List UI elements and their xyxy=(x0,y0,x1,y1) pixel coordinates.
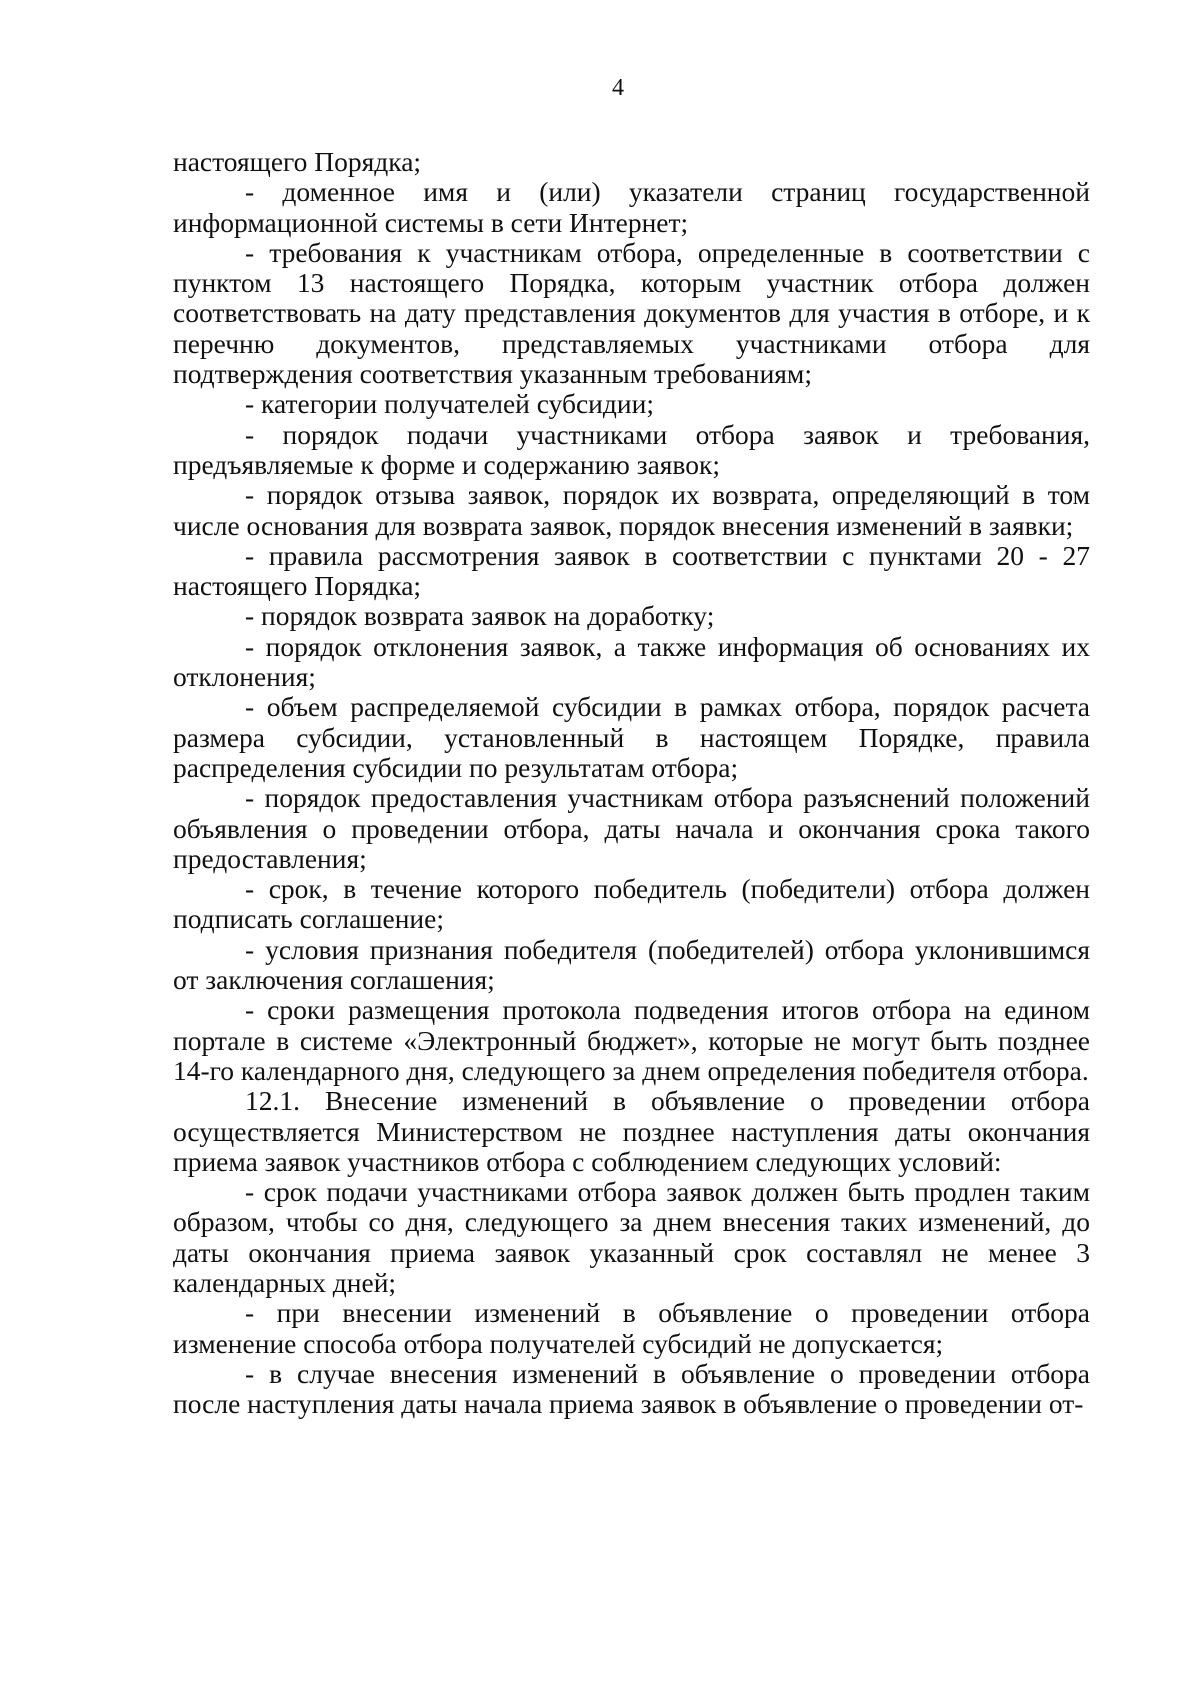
paragraph: - правила рассмотрения заявок в соответствии с пунктами 20 - 27 настоящего Порядка; xyxy=(173,539,1090,602)
paragraph: - срок подачи участниками отбора заявок должен быть продлен таким образом, чтобы со дня, следующего за днем внесения таких изменений, до даты окончания приема заявок указанный срок составлял не менее 3 календарных дней; xyxy=(173,1176,1090,1298)
paragraph: - порядок подачи участниками отбора заявок и требования, предъявляемые к форме и содержанию заявок; xyxy=(173,418,1090,480)
paragraph: - сроки размещения протокола подведения итогов отбора на едином портале в системе «Электронный бюджет», которые не могут быть позднее 14-го календарного дня, следующего за днем определения победителя отбора. xyxy=(173,994,1090,1086)
paragraph: - категории получателей субсидии; xyxy=(245,388,654,420)
paragraph: 12.1. Внесение изменений в объявление о проведении отбора осуществляется Министерством не позднее наступления даты окончания приема заявок участников отбора с соблюдением следующих условий: xyxy=(173,1085,1090,1177)
paragraph: настоящего Порядка; xyxy=(173,146,422,177)
paragraph: - требования к участникам отбора, определенные в соответствии с пунктом 13 настоящего Порядка, которым участник отбора должен соответствовать на дату представления документов для участия в отборе, и к перечню документов, представляемых участниками отбора для подтверждения соответствия указанным требованиям; xyxy=(173,236,1090,390)
paragraph: - порядок отзыва заявок, порядок их возврата, определяющий в том числе основания для возврата заявок, порядок внесения изменений в заявки; xyxy=(173,479,1090,541)
page-number: 4 xyxy=(612,75,624,101)
paragraph: - порядок возврата заявок на доработку; xyxy=(245,600,715,632)
paragraph: - срок, в течение которого победитель (победители) отбора должен подписать соглашение; xyxy=(173,873,1090,935)
paragraph: - объем распределяемой субсидии в рамках отбора, порядок расчета размера субсидии, установленный в настоящем Порядке, правила распределения субсидии по результатам отбора; xyxy=(173,691,1090,783)
paragraph: - порядок отклонения заявок, а также информация об основаниях их отклонения; xyxy=(173,630,1090,693)
paragraph: - доменное имя и (или) указатели страниц государственной информационной системы в сети Интернет; xyxy=(173,176,1090,238)
paragraph: - в случае внесения изменений в объявление о проведении отбора после наступления даты начала приема заявок в объявление о проведении от- xyxy=(173,1357,1090,1420)
paragraph: - условия признания победителя (победителей) отбора уклонившимся от заключения соглашения; xyxy=(173,933,1090,996)
paragraph: - при внесении изменений в объявление о проведении отбора изменение способа отбора получателей субсидий не допускается; xyxy=(173,1297,1090,1359)
document-body xyxy=(173,147,1090,1419)
paragraph: - порядок предоставления участникам отбора разъяснений положений объявления о проведении отбора, даты начала и окончания срока такого предоставления; xyxy=(173,782,1090,874)
